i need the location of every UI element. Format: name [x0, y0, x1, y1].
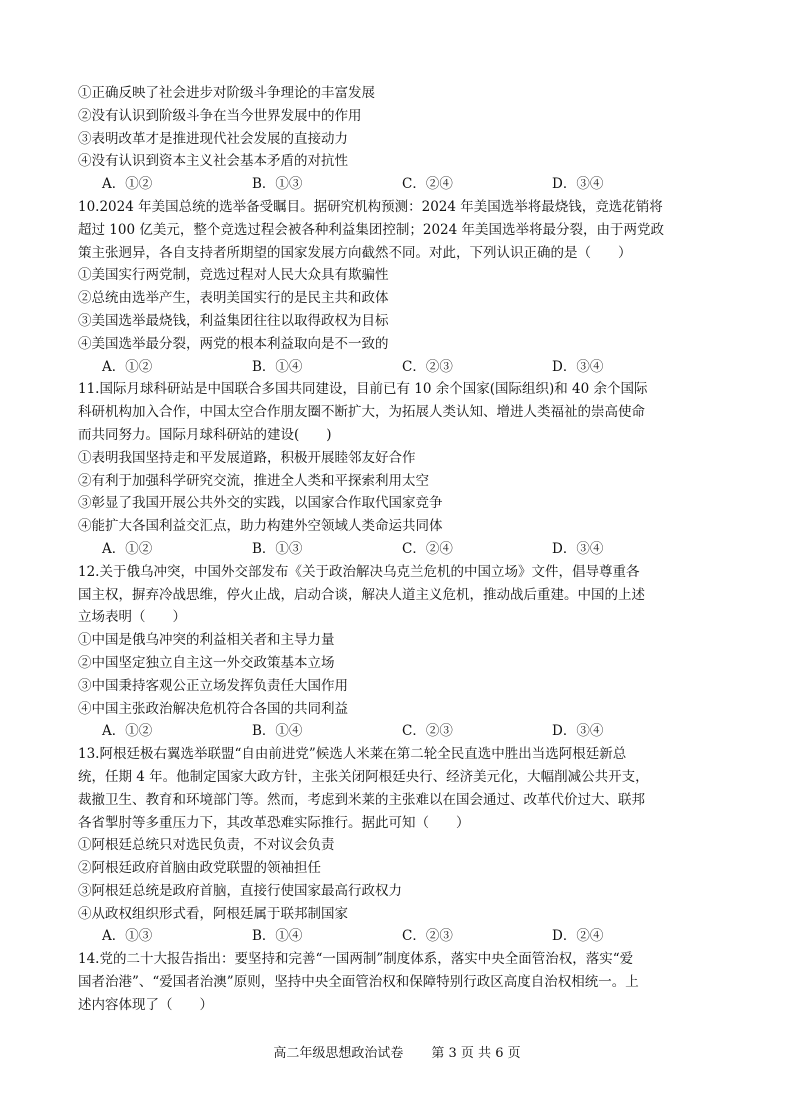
- option-b: B．①④: [252, 928, 303, 945]
- answer-options: [78, 356, 718, 379]
- statement: ②阿根廷政府首脑由政党联盟的领袖担任: [78, 860, 321, 877]
- question-stem: 12.关于俄乌冲突，中国外交部发布《关于政治解决乌克兰危机的中国立场》文件，倡导尊重各: [78, 563, 640, 580]
- question-11: [78, 378, 718, 560]
- option-a: A．①②: [102, 358, 153, 375]
- statement: ①正确反映了社会进步对阶级斗争理论的丰富发展: [78, 85, 375, 101]
- question-14: [78, 948, 718, 1016]
- statement: ④中国主张政治解决危机符合各国的共同利益: [78, 700, 348, 717]
- statement: ④从政权组织形式看，阿根廷属于联邦制国家: [78, 905, 348, 922]
- statement: ④美国选举最分裂，两党的根本利益取向是不一致的: [78, 335, 389, 352]
- option-a: A．①②: [102, 723, 153, 740]
- option-a: A．①②: [102, 176, 153, 193]
- option-b: B．①③: [252, 540, 303, 557]
- question-9: [78, 82, 718, 196]
- option-d: D．②④: [552, 928, 604, 945]
- question-stem: 策主张迥异，各自支持者所期望的国家发展方向截然不同。对此，下列认识正确的是（ ）: [78, 244, 632, 261]
- option-d: D．③④: [552, 358, 604, 375]
- option-a: A．①②: [102, 540, 153, 557]
- option-d: D．③④: [552, 176, 604, 193]
- statement: ③彰显了我国开展公共外交的实践，以国家合作取代国家竞争: [78, 495, 443, 512]
- option-a: A．①③: [102, 928, 153, 945]
- question-stem: 国主权，摒弃冷战思维，停火止战，启动合谈，解决人道主义危机，推动战后重建。中国的上述: [78, 586, 645, 603]
- statement: ①中国是俄乌冲突的利益相关者和主导力量: [78, 632, 335, 649]
- option-c: C．②④: [402, 540, 453, 557]
- statement: ①美国实行两党制，竞选过程对人民大众具有欺骗性: [78, 267, 389, 284]
- question-12: [78, 561, 718, 743]
- statement: ③阿根廷总统是政府首脑，直接行使国家最高行政权力: [78, 882, 402, 899]
- question-stem: 统，任期 4 年。他制定国家大政方针，主张关闭阿根廷央行、经济美元化，大幅削减公共开支，: [78, 768, 649, 785]
- answer-options: [78, 173, 718, 196]
- question-stem: 科研机构加入合作，中国太空合作朋友圈不断扩大，为拓展人类认知、增进人类福祉的崇高使命: [78, 404, 645, 421]
- answer-options: [78, 720, 718, 743]
- question-stem: 14.党的二十大报告指出：要坚持和完善“一国两制”制度体系，落实中央全面管治权，落实“爱: [78, 951, 634, 968]
- exam-title: 高二年级思想政治试卷: [273, 1046, 404, 1061]
- question-stem: 各省掣肘等多重压力下，其改革恐难实际推行。据此可知（ ）: [78, 814, 470, 831]
- option-d: D．③④: [552, 540, 604, 557]
- question-stem: 13.阿根廷极右翼选举联盟“自由前进党”候选人米莱在第二轮全民直选中胜出当选阿根廷新总: [78, 746, 627, 763]
- question-stem: 述内容体现了（ ）: [78, 996, 213, 1013]
- option-b: B．①④: [252, 723, 303, 740]
- statement: ①阿根廷总统只对选民负责，不对议会负责: [78, 837, 335, 854]
- question-stem: 国者治港”、“爱国者治澳”原则，坚持中央全面管治权和保障特别行政区高度自治权相统一。上: [78, 974, 639, 991]
- question-stem: 而共同努力。国际月球科研站的建设( ): [78, 426, 332, 443]
- question-stem: 裁撤卫生、教育和环境部门等。然而，考虑到米莱的主张难以在国会通过、改革代价过大、联邦: [78, 791, 645, 808]
- page-footer: [0, 1042, 794, 1061]
- statement: ②没有认识到阶级斗争在当今世界发展中的作用: [78, 107, 362, 124]
- option-c: C．②③: [402, 723, 453, 740]
- question-13: [78, 743, 718, 948]
- answer-options: [78, 538, 718, 561]
- statement: ③表明改革才是推进现代社会发展的直接动力: [78, 130, 348, 147]
- statement: ①表明我国坚持走和平发展道路，积极开展睦邻友好合作: [78, 449, 416, 466]
- statement: ②中国坚定独立自主这一外交政策基本立场: [78, 654, 335, 671]
- question-10: [78, 196, 718, 378]
- option-c: C．②③: [402, 358, 453, 375]
- option-c: C．②④: [402, 176, 453, 193]
- statement: ④没有认识到资本主义社会基本矛盾的对抗性: [78, 153, 348, 170]
- question-stem: 立场表明（ ）: [78, 609, 186, 626]
- answer-options: [78, 925, 718, 948]
- statement: ②有利于加强科学研究交流，推进全人类和平探索利用太空: [78, 472, 429, 489]
- option-b: B．①③: [252, 176, 303, 193]
- question-stem: 11.国际月球科研站是中国联合多国共同建设，目前已有 10 余个国家(国际组织)和 40 余个国际: [78, 381, 648, 398]
- exam-page: [78, 82, 718, 1017]
- page-number: 第 3 页 共 6 页: [431, 1046, 521, 1061]
- option-c: C．②③: [402, 928, 453, 945]
- question-stem: 10.2024 年美国总统的选举备受瞩目。据研究机构预测：2024 年美国选举将最烧钱，竞选花销将: [78, 198, 663, 215]
- statement: ③美国选举最烧钱，利益集团往往以取得政权为目标: [78, 312, 389, 329]
- option-d: D．③④: [552, 723, 604, 740]
- statement: ③中国秉持客观公正立场发挥负责任大国作用: [78, 677, 348, 694]
- statement: ④能扩大各国利益交汇点，助力构建外空领域人类命运共同体: [78, 518, 443, 535]
- statement: ②总统由选举产生，表明美国实行的是民主共和政体: [78, 290, 389, 307]
- question-stem: 超过 100 亿美元，整个竞选过程会被各种利益集团控制；2024 年美国选举将最分裂，由于两党政: [78, 221, 664, 238]
- option-b: B．①④: [252, 358, 303, 375]
